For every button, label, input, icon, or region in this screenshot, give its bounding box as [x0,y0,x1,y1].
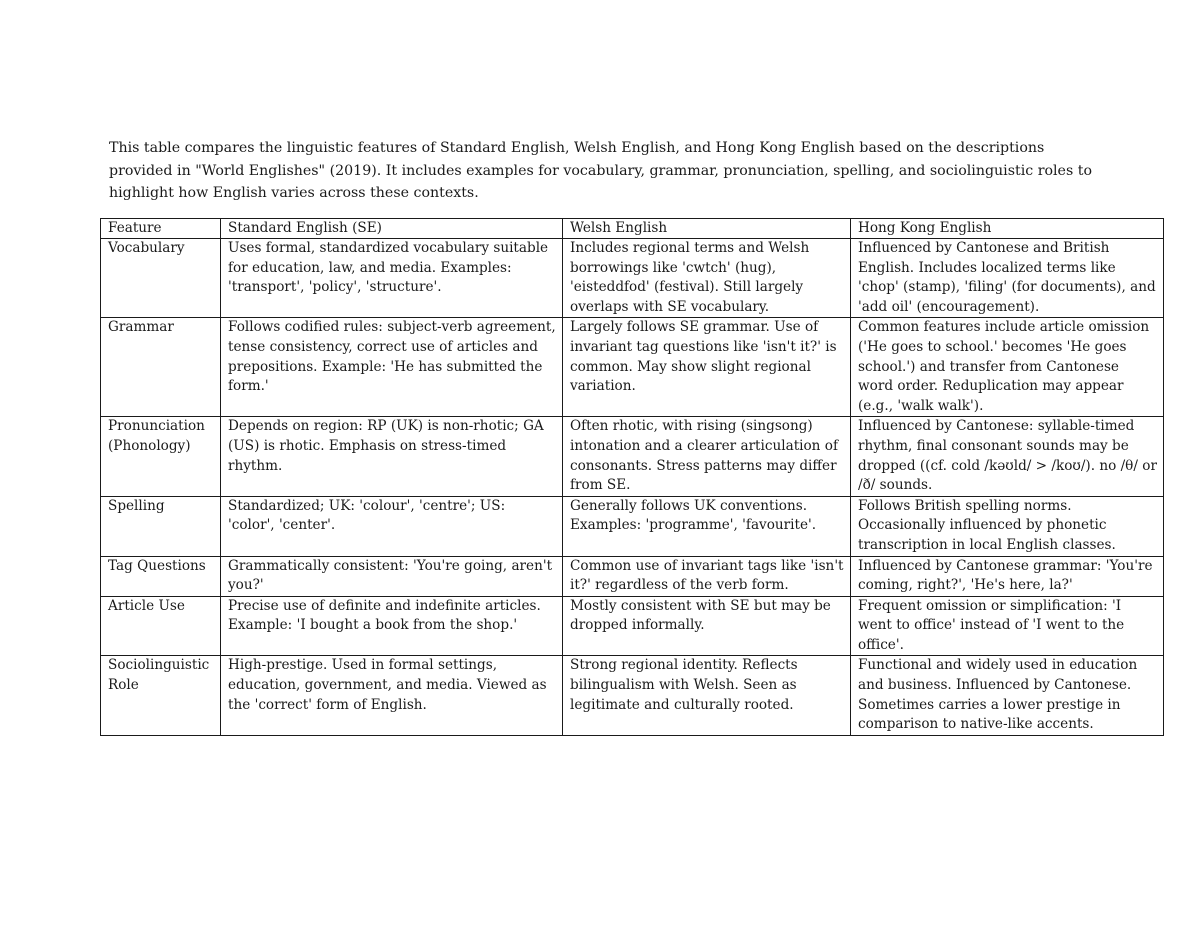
welsh-cell: Often rhotic, with rising (singsong) intonation and a clearer articulation of consonants. Stress patterns may differ from SE. [563,417,851,496]
se-cell: Grammatically consistent: 'You're going, aren't you?' [221,556,563,596]
feature-cell: Article Use [101,596,221,656]
welsh-cell: Strong regional identity. Reflects bilingualism with Welsh. Seen as legitimate and culturally rooted. [563,656,851,735]
welsh-cell: Includes regional terms and Welsh borrowings like 'cwtch' (hug), 'eisteddfod' (festival). Still largely overlaps with SE vocabulary. [563,239,851,318]
hk-cell: Common features include article omission ('He goes to school.' becomes 'He goes school.') and transfer from Cantonese word order. Reduplication may appear (e.g., 'walk walk'). [851,318,1164,417]
se-cell: Precise use of definite and indefinite articles. Example: 'I bought a book from the shop.' [221,596,563,656]
feature-cell: Grammar [101,318,221,417]
header-hong-kong-english: Hong Kong English [851,219,1164,239]
feature-cell: Sociolinguistic Role [101,656,221,735]
hk-cell: Influenced by Cantonese: syllable-timed rhythm, final consonant sounds may be dropped ((cf. cold /kəʊld/ > /koʊ/). no /θ/ or /ð/ sounds. [851,417,1164,496]
header-standard-english: Standard English (SE) [221,219,563,239]
se-cell: Standardized; UK: 'colour', 'centre'; US: 'color', 'center'. [221,496,563,556]
hk-cell: Functional and widely used in education and business. Influenced by Cantonese. Sometimes carries a lower prestige in comparison to native-like accents. [851,656,1164,735]
table-row [101,239,1164,318]
header-feature: Feature [101,219,221,239]
welsh-cell: Generally follows UK conventions. Examples: 'programme', 'favourite'. [563,496,851,556]
comparison-table [100,218,1164,736]
welsh-cell: Common use of invariant tags like 'isn't it?' regardless of the verb form. [563,556,851,596]
hk-cell: Frequent omission or simplification: 'I went to office' instead of 'I went to the office'. [851,596,1164,656]
feature-cell: Spelling [101,496,221,556]
se-cell: High-prestige. Used in formal settings, education, government, and media. Viewed as the 'correct' form of English. [221,656,563,735]
table-row [101,556,1164,596]
hk-cell: Follows British spelling norms. Occasionally influenced by phonetic transcription in local English classes. [851,496,1164,556]
se-cell: Follows codified rules: subject-verb agreement, tense consistency, correct use of articles and prepositions. Example: 'He has submitted the form.' [221,318,563,417]
table-row [101,596,1164,656]
se-cell: Uses formal, standardized vocabulary suitable for education, law, and media. Examples: 'transport', 'policy', 'structure'. [221,239,563,318]
welsh-cell: Largely follows SE grammar. Use of invariant tag questions like 'isn't it?' is common. May show slight regional variation. [563,318,851,417]
table-row [101,417,1164,496]
table-row [101,496,1164,556]
se-cell: Depends on region: RP (UK) is non-rhotic; GA (US) is rhotic. Emphasis on stress-timed rhythm. [221,417,563,496]
feature-cell: Tag Questions [101,556,221,596]
intro-paragraph: This table compares the linguistic features of Standard English, Welsh English, and Hong Kong English based on the descriptions provided in "World Englishes" (2019). It includes examples for vocabulary, grammar, pronunciation, spelling, and sociolinguistic roles to highlight how English varies across these contexts. [109,140,1092,201]
header-row [101,219,1164,239]
feature-cell: Pronunciation (Phonology) [101,417,221,496]
feature-cell: Vocabulary [101,239,221,318]
table-row [101,656,1164,735]
table-row [101,318,1164,417]
hk-cell: Influenced by Cantonese and British English. Includes localized terms like 'chop' (stamp), 'filing' (for documents), and 'add oil' (encouragement). [851,239,1164,318]
header-welsh-english: Welsh English [563,219,851,239]
welsh-cell: Mostly consistent with SE but may be dropped informally. [563,596,851,656]
hk-cell: Influenced by Cantonese grammar: 'You're coming, right?', 'He's here, la?' [851,556,1164,596]
